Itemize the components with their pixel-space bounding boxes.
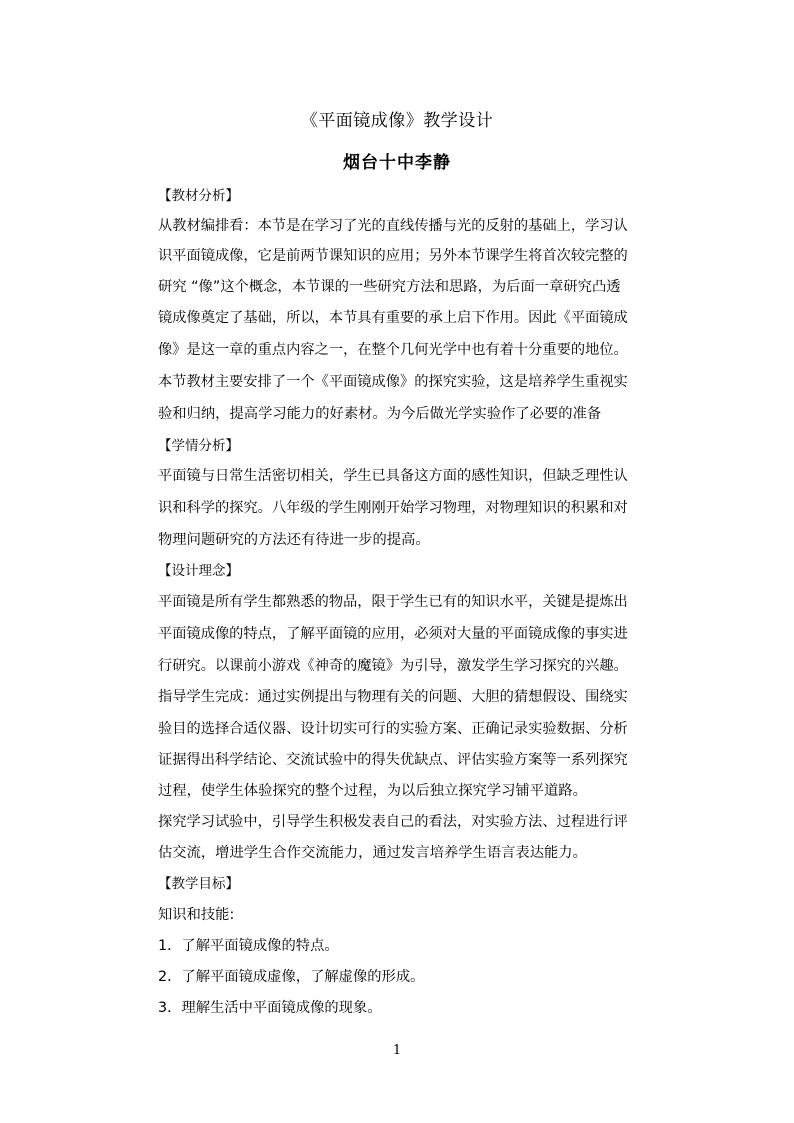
- body-line: 验和归纳，提高学习能力的好素材。为今后做光学实验作了必要的准备: [158, 406, 602, 422]
- list-item: 3．理解生活中平面镜成像的现象。: [158, 1000, 382, 1016]
- body-line: 过程，使学生体验探究的整个过程，为以后独立探究学习铺平道路。: [158, 783, 587, 799]
- body-line: 像》是这一章的重点内容之一，在整个几何光学中也有着十分重要的地位。: [158, 342, 628, 358]
- document-author: 烟台十中李静: [343, 153, 451, 173]
- body-line: 从教材编排看：本节是在学习了光的直线传播与光的反射的基础上，学习认: [158, 218, 628, 234]
- body-line: 行研究。以课前小游戏《神奇的魔镜》为引导，激发学生学习探究的兴趣。: [158, 658, 628, 674]
- body-line: 镜成像奠定了基础，所以，本节具有重要的承上启下作用。因此《平面镜成: [158, 310, 628, 326]
- list-item: 2．了解平面镜成虚像，了解虚像的形成。: [158, 969, 425, 985]
- body-line: 估交流，增进学生合作交流能力，通过发言培养学生语言表达能力。: [158, 845, 587, 861]
- body-line: 识和科学的探究。八年级的学生刚刚开始学习物理，对物理知识的积累和对: [158, 500, 628, 516]
- list-item: 1．了解平面镜成像的特点。: [158, 938, 339, 954]
- body-line: 探究学习试验中，引导学生积极发表自己的看法，对实验方法、过程进行评: [158, 814, 628, 830]
- body-line: 平面镜与日常生活密切相关，学生已具备这方面的感性知识，但缺乏理性认: [158, 468, 628, 484]
- body-line: 研究 “像”这个概念，本节课的一些研究方法和思路，为后面一章研究凸透: [158, 279, 621, 295]
- body-line: 验目的选择合适仪器、设计切实可行的实验方案、正确记录实验数据、分析: [158, 721, 628, 737]
- section-heading-design-concept: 【设计理念】: [158, 563, 239, 579]
- body-line: 知识和技能:: [158, 907, 235, 923]
- body-line: 物理问题研究的方法还有待进一步的提高。: [158, 532, 430, 548]
- body-line: 指导学生完成：通过实例提出与物理有关的问题、大胆的猜想假设、围绕实: [158, 689, 628, 705]
- body-line: 平面镜成像的特点，了解平面镜的应用，必须对大量的平面镜成像的事实进: [158, 626, 628, 642]
- section-heading-teaching-objectives: 【教学目标】: [158, 876, 239, 892]
- body-line: 识平面镜成像，它是前两节课知识的应用；另外本节课学生将首次较完整的: [158, 248, 628, 264]
- body-line: 平面镜是所有学生都熟悉的物品，限于学生已有的知识水平，关键是提炼出: [158, 594, 628, 610]
- body-line: 本节教材主要安排了一个《平面镜成像》的探究实验，这是培养学生重视实: [158, 374, 628, 390]
- section-heading-student-analysis: 【学情分析】: [158, 438, 239, 454]
- body-line: 证据得出科学结论、交流试验中的得失优缺点、评估实验方案等一系列探究: [158, 752, 628, 768]
- document-title: 《平面镜成像》教学设计: [300, 111, 494, 131]
- page-number: 1: [392, 1043, 402, 1058]
- section-heading-textbook-analysis: 【教材分析】: [158, 188, 239, 204]
